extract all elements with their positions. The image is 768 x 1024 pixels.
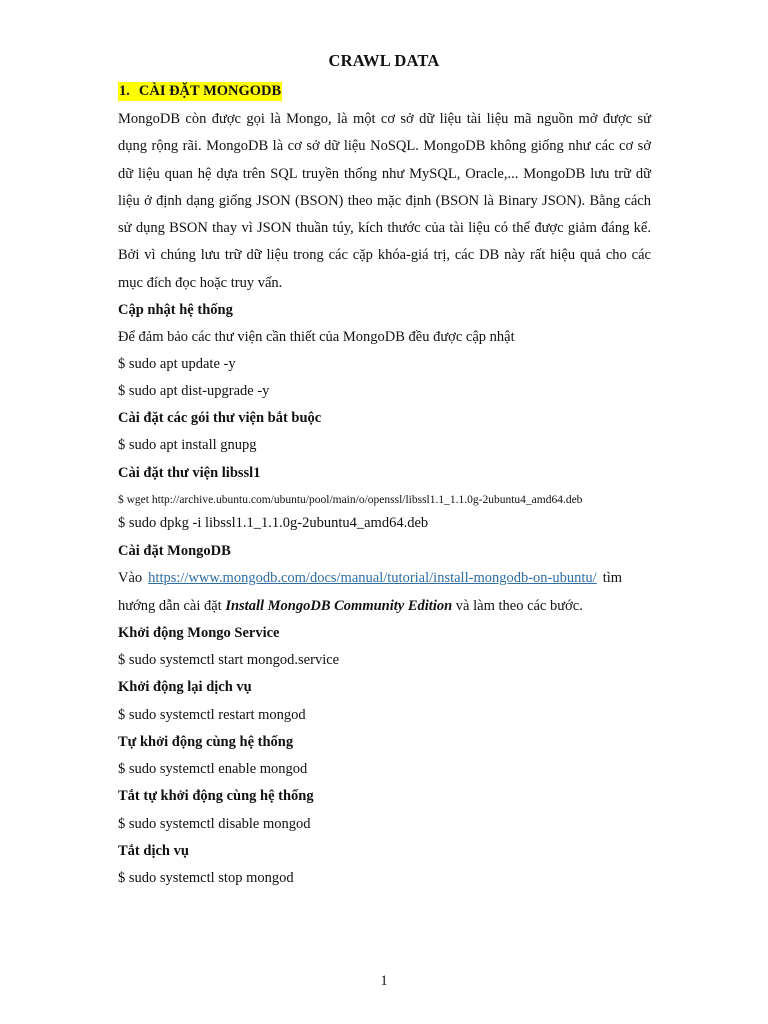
- mongodb-instructions: [118, 564, 651, 620]
- mongodb-edition-emphasis: Install MongoDB Community Edition: [225, 598, 453, 614]
- update-command: $ sudo apt update -y: [118, 356, 236, 372]
- section-number: 1.: [119, 83, 130, 99]
- mongodb-install-link[interactable]: https://www.mongodb.com/docs/manual/tutorial/install-mongodb-on-ubuntu/: [148, 570, 597, 586]
- libssl-wget-command: $ wget http://archive.ubuntu.com/ubuntu/pool/main/o/openssl/libssl1.1_1.1.0g-2ubuntu4_amd64.deb: [118, 494, 583, 506]
- dist-upgrade-command: $ sudo apt dist-upgrade -y: [118, 383, 270, 399]
- section-heading: [118, 82, 282, 101]
- intro-paragraph: MongoDB còn được gọi là Mongo, là một cơ sở dữ liệu tài liệu mã nguồn mở được sử dụng rộng rãi. MongoDB là cơ sở dữ liệu NoSQL. MongoDB không giống như các cơ sở dữ liệu quan hệ dựa trên SQL truyền thống như MySQL, Oracle,... MongoDB lưu trữ dữ liệu ở định dạng giống JSON (BSON) theo mặc định (BSON là Binary JSON). Bằng cách sử dụng BSON thay vì JSON thuần túy, kích thước của tài liệu có thể được giảm đáng kể. Bởi vì chúng lưu trữ dữ liệu trong các cặp khóa-giá trị, các DB này rất hiệu quả cho các mục đích đọc hoặc truy vấn.: [118, 111, 651, 291]
- document-title: CRAWL DATA: [328, 51, 440, 70]
- disable-command: $ sudo systemctl disable mongod: [118, 816, 311, 832]
- update-heading: Cập nhật hệ thống: [118, 302, 233, 318]
- mongodb-heading: Cài đặt MongoDB: [118, 543, 231, 559]
- section-label: CÀI ĐẶT MONGODB: [138, 83, 282, 99]
- start-command: $ sudo systemctl start mongod.service: [118, 652, 340, 668]
- stop-heading: Tắt dịch vụ: [118, 843, 189, 859]
- restart-heading: Khởi động lại dịch vụ: [118, 679, 252, 695]
- enable-heading: Tự khởi động cùng hệ thống: [118, 734, 294, 750]
- start-heading: Khởi động Mongo Service: [118, 625, 280, 641]
- mongodb-prefix: Vào: [118, 570, 143, 586]
- disable-heading: Tắt tự khởi động cùng hệ thống: [118, 788, 314, 804]
- page-number: 1: [380, 973, 388, 989]
- restart-command: $ sudo systemctl restart mongod: [118, 707, 306, 723]
- packages-heading: Cài đặt các gói thư viện bắt buộc: [118, 410, 322, 426]
- packages-command: $ sudo apt install gnupg: [118, 437, 257, 453]
- stop-command: $ sudo systemctl stop mongod: [118, 870, 294, 886]
- update-description: Để đảm bảo các thư viện cần thiết của MongoDB đều được cập nhật: [118, 329, 515, 345]
- enable-command: $ sudo systemctl enable mongod: [118, 761, 308, 777]
- libssl-heading: Cài đặt thư viện libssl1: [118, 465, 261, 481]
- mongodb-suffix: tìm hướng dẫn cài đặt: [118, 570, 623, 614]
- libssl-dpkg-command: $ sudo dpkg -i libssl1.1_1.1.0g-2ubuntu4_amd64.deb: [118, 515, 429, 531]
- mongodb-suffix-end: và làm theo các bước.: [455, 598, 583, 614]
